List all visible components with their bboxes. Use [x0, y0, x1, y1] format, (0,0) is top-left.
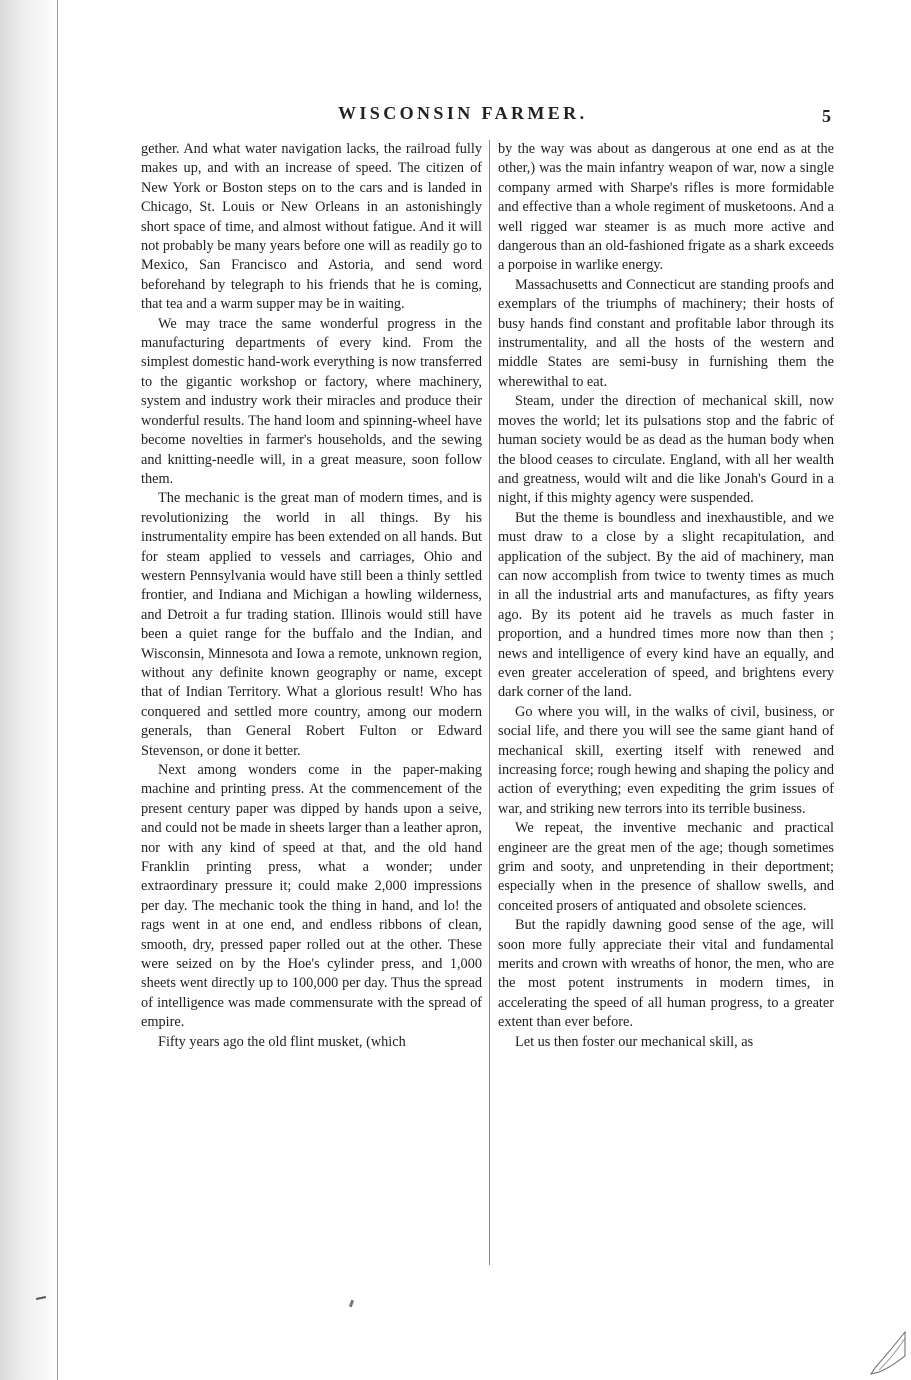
page-corner-curl-icon — [867, 1328, 907, 1376]
page-binding-edge — [0, 0, 58, 1380]
right-paragraph: But the rapidly dawning good sense of the age, will soon more fully appreciate their vital and fundamental merits and crown with wreaths of honor, the men, who are the most potent instruments in modern times, in accelerating the speed of all human progress, to a greater extent than ever before. — [498, 917, 834, 1031]
right-paragraph: Massachusetts and Connecticut are standing proofs and exemplars of the triumphs of machinery; their hosts of busy hands find constant and profitable labor through its instrumentality, and all the hosts of the western and middle States are semi-busy in furnishing them the wherewithal to eat. — [498, 276, 834, 390]
page-number: 5 — [822, 106, 831, 126]
right-paragraph: Let us then foster our mechanical skill, as — [515, 1033, 754, 1050]
left-column — [141, 140, 482, 1052]
left-paragraph: The mechanic is the great man of modern times, and is revolutionizing the world in all things. By his instrumentality empire has been extended on all hands. But for steam applied to vessels and carriages, Ohio and western Pennsylvania would have still been a thinly settled frontier, and Indiana and Michigan a howling wilderness, and Detroit a fur trading station. Illinois would still have been a quiet range for the buffalo and the Indian, and Wisconsin, Minnesota and Iowa a remote, unknown region, without any definite known geography or name, except that of Indian Territory. What a glorious result! Who has conquered and settled more country, among our modern generals, than General Robert Fulton or Edward Stevenson, or done it better. — [141, 490, 482, 759]
left-paragraph: gether. And what water navigation lacks, the railroad fully makes up, and with an increase of speed. The citizen of New York or Boston steps on to the cars and is landed in Chicago, St. Louis or New Orleans in an astonishingly short space of time, and almost without fatigue. And it will not probably be many years before one will as readily go to Mexico, San Francisco and Astoria, and send word beforehand by telegraph to his friends that he is coming, that tea and a warm supper may be in waiting. — [141, 141, 482, 313]
right-paragraph: Steam, under the direction of mechanical skill, now moves the world; let its pulsations stop and the fabric of human society would be as dead as the human body when the blood ceases to circulate. England, with all her wealth and greatness, would wilt and die like Jonah's Gourd in a night, if this mighty agency were suspended. — [498, 393, 834, 507]
running-title: WISCONSIN FARMER. — [338, 103, 588, 123]
left-paragraph: Next among wonders come in the paper-making machine and printing press. At the commencement of the present century paper was dipped by hands upon a seive, and could not be made in sheets larger than a leather apron, nor with any kind of speed at that, and the old hand Franklin printing press, what a wonder; under extraordinary pressure it; could make 2,000 impressions per day. The mechanic took the thing in hand, and lo! the rags went in at one end, and endless ribbons of clean, smooth, dry, pressed paper rolled out at the other. These were seized on by the Hoe's cylinder press, and 1,000 sheets went directly up to 100,000 per day. Thus the spread of intelligence was made commensurate with the spread of empire. — [141, 762, 482, 1031]
right-paragraph: We repeat, the inventive mechanic and practical engineer are the great men of the age; though sometimes grim and sooty, and unpretending in their deportment; especially when in the presence of shallow swells, and conceited prosers of antiquated and obsolete sciences. — [498, 820, 834, 914]
right-paragraph: Go where you will, in the walks of civil, business, or social life, and there you will see the same giant hand of mechanical skill, exerting itself with renewed and increasing force; rough hewing and shaping the policy and action of everything; even expediting the grim issues of war, and striking new terrors into its terrible business. — [498, 703, 834, 817]
column-divider — [489, 140, 490, 1265]
right-paragraph: by the way was about as dangerous at one end as at the other,) was the main infantry weapon of war, now a single company armed with Sharpe's rifles is more formidable and effective than a whole regiment of musketoons. And a well rigged war steamer is as much more active and dangerous than an old-fashioned frigate as a shark exceeds a porpoise in warlike energy. — [498, 141, 834, 274]
right-paragraph: But the theme is boundless and inexhaustible, and we must draw to a close by a slight recapitulation, and application of the subject. By the aid of machinery, man can now accomplish from twice to twenty times as much in all the industrial arts and manufactures, as fifty years ago. By its potent aid he travels as much faster in proportion, and a hundred times more now than then ; news and intelligence of every kind have an equally, and even greater acceleration of speed, and brightens every dark corner of the land. — [498, 509, 834, 701]
page-edge-line — [57, 0, 58, 1380]
right-column — [498, 140, 834, 1052]
left-paragraph: Fifty years ago the old flint musket, (which — [158, 1033, 406, 1050]
stray-ink-mark — [349, 1300, 354, 1308]
left-paragraph: We may trace the same wonderful progress in the manufacturing departments of every kind. From the simplest domestic hand-work everything is now transferred to the gigantic workshop or factory, where machinery, system and industry work their miracles and produce their wonderful results. The hand loom and spinning-wheel have become novelties in farmer's households, and the sewing and knitting-needle will, in a great measure, soon follow them. — [141, 315, 482, 487]
